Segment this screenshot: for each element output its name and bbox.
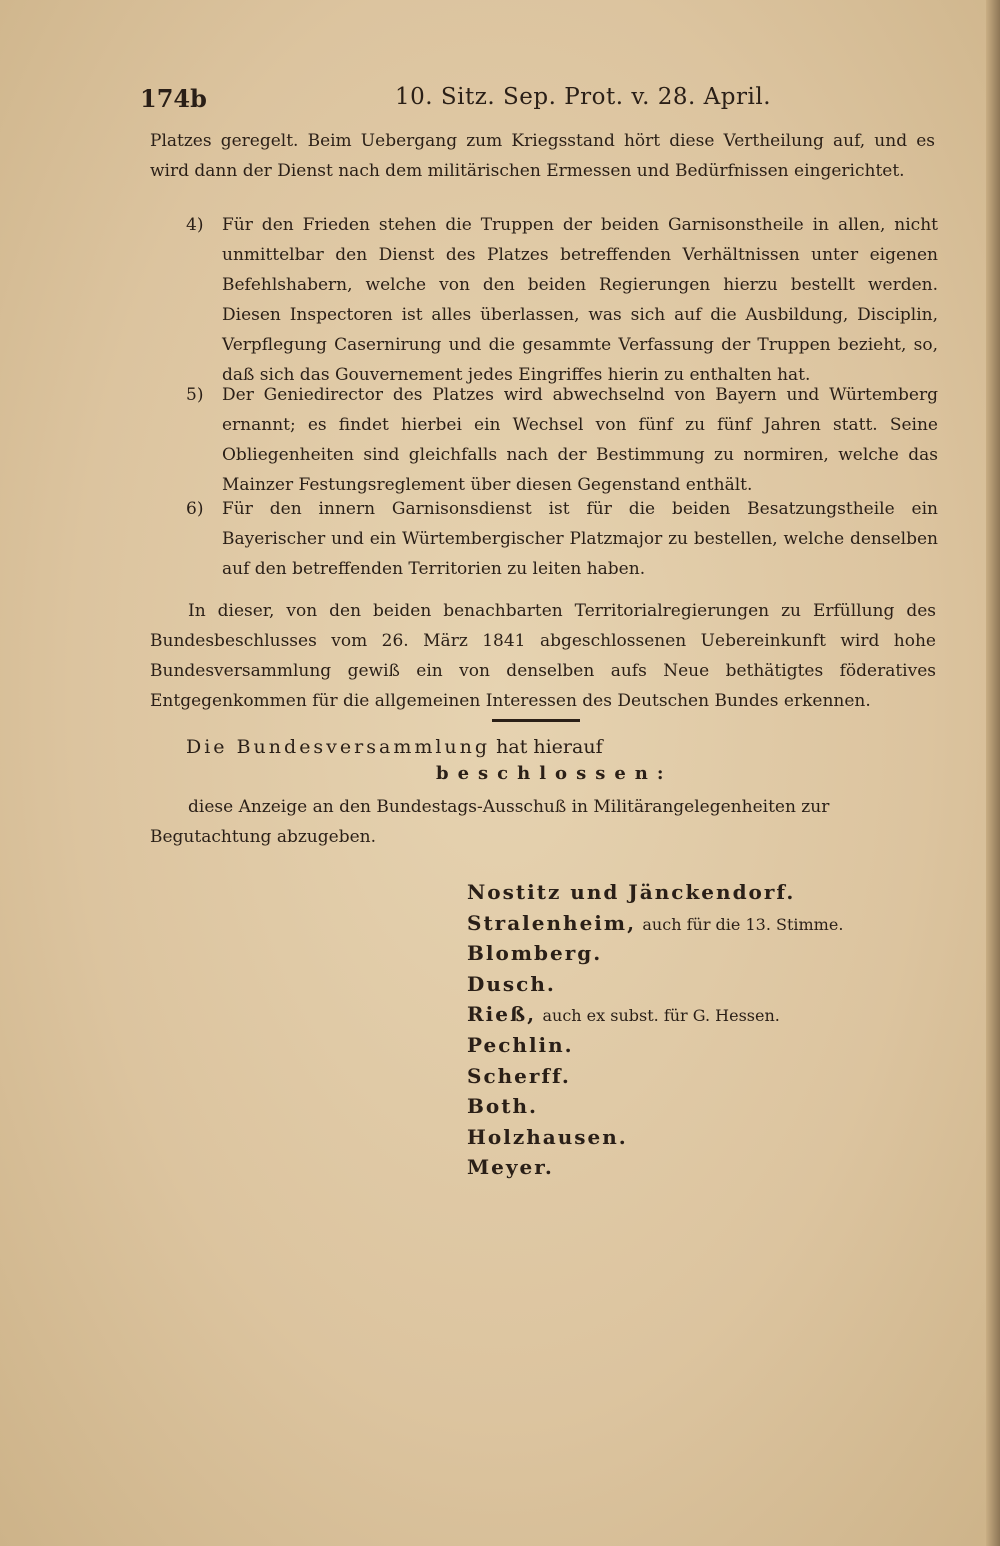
signatory-note: auch für die 13. Stimme.: [642, 914, 844, 934]
resolution-heading: [186, 732, 603, 762]
signatory-name: Nostitz und Jänckendorf.: [467, 880, 796, 904]
signatory-name: Dusch.: [467, 971, 556, 996]
continued-paragraph: Platzes geregelt. Beim Uebergang zum Kriegsstand hört diese Vertheilung auf, und es wird dann der Dienst nach dem militärischen Ermessen und Bedürfnissen eingerichtet.: [150, 131, 935, 181]
closing-paragraph-text: In dieser, von den beiden benachbarten Territorialregierungen zu Erfüllung des Bundesbeschlusses vom 26. März 1841 abgeschlossenen Uebereinkunft wird hohe Bundesversammlung gewiß ein von denselben aufs Neue bethätigtes föderatives Entgegenkommen für die allgemeinen Interessen des Deutschen Bundes erkennen.: [150, 601, 936, 711]
signature: [467, 970, 917, 1001]
signature: [467, 1000, 917, 1031]
signature: [467, 909, 917, 940]
assembly-name: Die Bundesversammlung: [186, 736, 491, 758]
signature-list: [467, 878, 917, 1184]
resolution-text: [150, 792, 935, 852]
list-item-number: 6): [186, 499, 204, 519]
signature: [467, 939, 917, 970]
list-item-5: [186, 380, 938, 500]
signatory-name: Both.: [467, 1094, 538, 1119]
signature: [467, 878, 917, 909]
signatory-name: Rieß,: [467, 1002, 537, 1027]
signature: [467, 1092, 917, 1123]
section-divider: [492, 719, 580, 722]
signatory-name: Holzhausen.: [467, 1124, 628, 1149]
signatory-name: Pechlin.: [467, 1032, 574, 1057]
list-item-number: 5): [186, 385, 204, 405]
page-number: 174b: [140, 84, 207, 113]
signatory-name: Stralenheim,: [467, 910, 637, 935]
list-item-text: Der Geniedirector des Platzes wird abwechselnd von Bayern und Würtemberg ernannt; es findet hierbei ein Wechsel von fünf zu fünf Jahren statt. Seine Obliegenheiten sind gleichfalls nach der Bestimmung zu normiren, welche das Mainzer Festungsreglement über diesen Gegenstand enthält.: [222, 385, 938, 495]
list-item-6: [186, 494, 938, 584]
signature: [467, 1153, 917, 1184]
signature: [467, 1062, 917, 1093]
page-edge-shadow: [986, 0, 1000, 1546]
list-item-4: [186, 210, 938, 390]
list-item-text: Für den Frieden stehen die Truppen der beiden Garnisonstheile in allen, nicht unmittelbar den Dienst des Platzes betreffenden Verhältnissen unter eigenen Befehlshabern, welche von den beiden Regierungen hierzu bestellt werden. Diesen Inspectoren ist alles überlassen, was sich auf die Ausbildung, Disciplin, Verpflegung Casernirung und die gesammte Verfassung der Truppen bezieht, so, daß sich das Gouvernement jedes Eingriffes hierin zu enthalten hat.: [222, 215, 938, 385]
resolution-body: diese Anzeige an den Bundestags-Ausschuß in Militärangelegenheiten zur Begutachtung abzugeben.: [150, 797, 830, 847]
signatory-name: Scherff.: [467, 1063, 571, 1088]
page-header: [140, 84, 940, 118]
signatory-name: Blomberg.: [467, 941, 603, 966]
resolved-label: beschlossen:: [436, 763, 673, 784]
list-item-number: 4): [186, 215, 204, 235]
closing-paragraph: [150, 596, 936, 716]
signatory-note: auch ex subst. für G. Hessen.: [542, 1006, 780, 1026]
signature: [467, 1123, 917, 1154]
assembly-suffix: hat hierauf: [496, 736, 603, 758]
signature: [467, 1031, 917, 1062]
signatory-name: Meyer.: [467, 1155, 554, 1180]
running-head: 10. Sitz. Sep. Prot. v. 28. April.: [395, 84, 772, 110]
list-item-text: Für den innern Garnisonsdienst ist für die beiden Besatzungstheile ein Bayerischer und ein Würtembergischer Platzmajor zu bestellen, welche denselben auf den betreffenden Territorien zu leiten haben.: [222, 499, 938, 579]
